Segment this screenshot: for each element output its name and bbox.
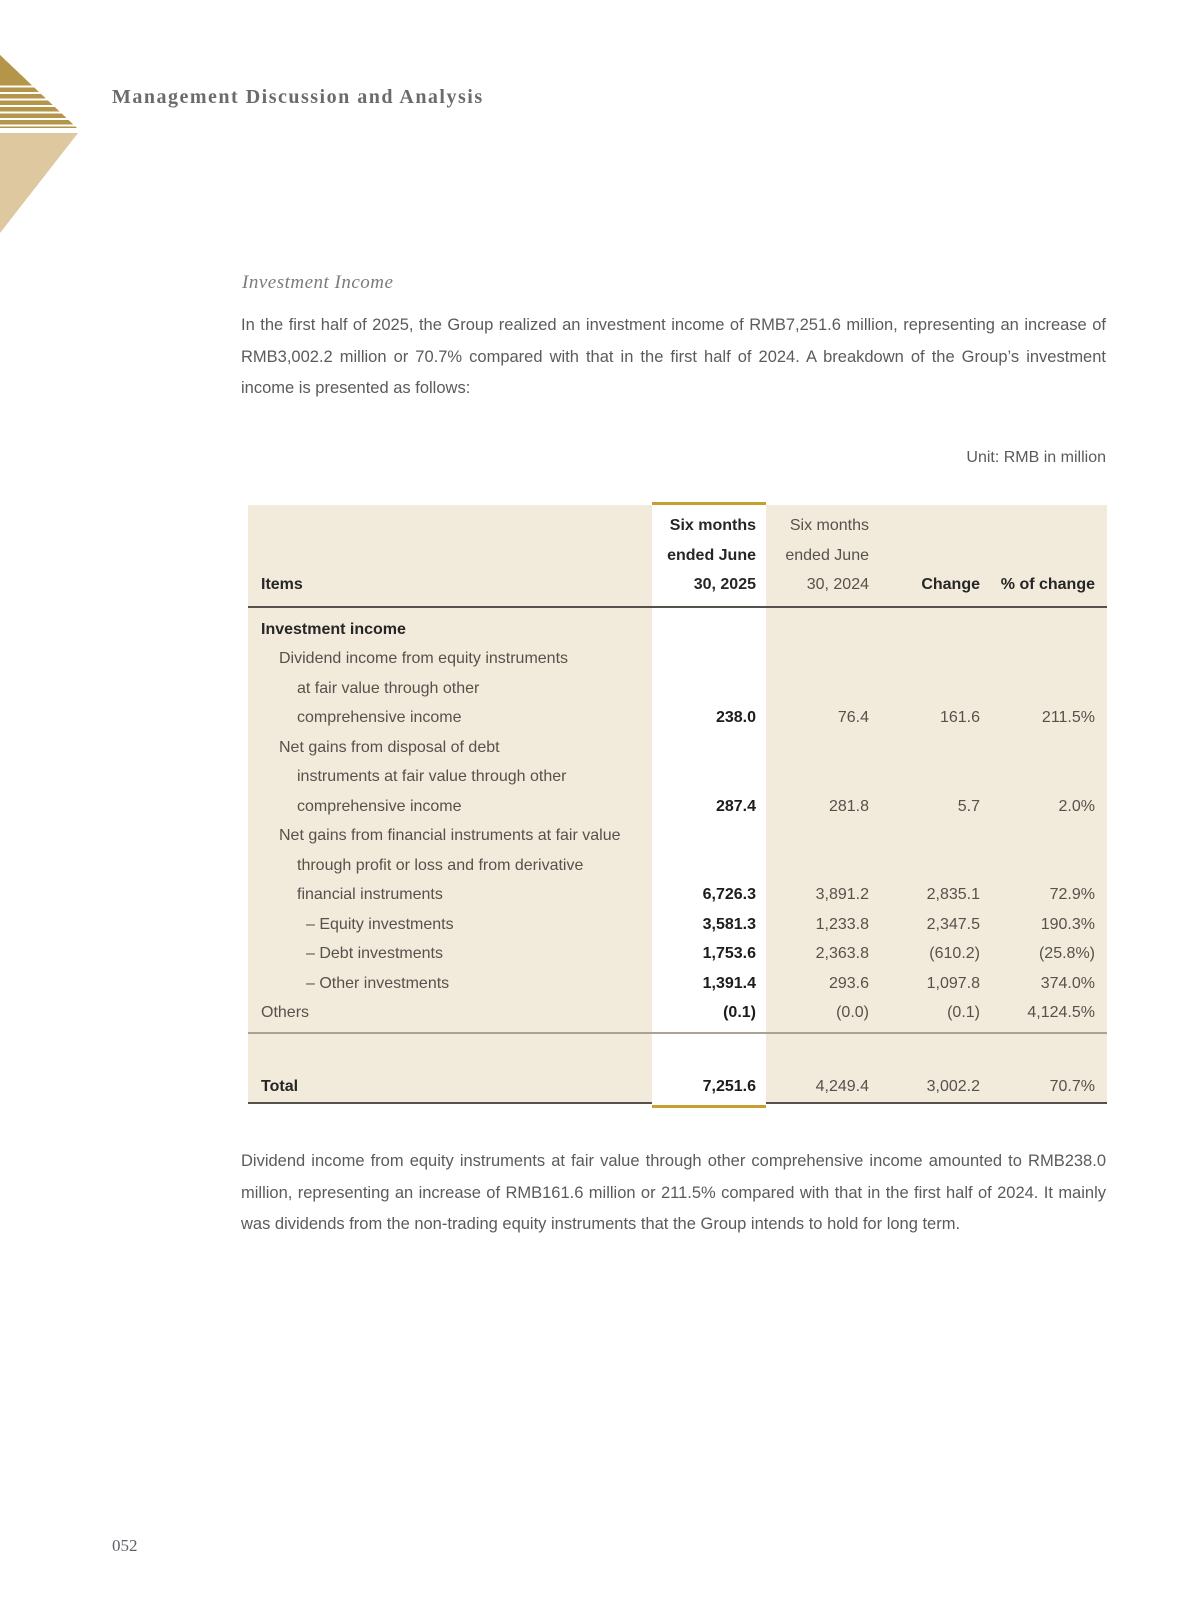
value-pct-of-change (990, 733, 1107, 763)
column-header-change: Change (921, 576, 980, 593)
value-pct-of-change: 72.9% (1049, 886, 1095, 903)
table-row (248, 762, 1107, 792)
value-2025: 287.4 (715, 797, 756, 815)
value-2025 (652, 644, 766, 674)
table-row (248, 703, 1107, 733)
table-row (248, 733, 1107, 763)
value-2024 (766, 674, 879, 704)
table-row (248, 674, 1107, 704)
intro-paragraph: In the first half of 2025, the Group realized an investment income of RMB7,251.6 million, representing an increase of RMB3,002.2 million or 70.7% compared with that in the first half of 2024. A breakdown of the Group’s investment income is presented as follows: (241, 316, 1106, 397)
value-2025: 1,753.6 (702, 945, 756, 962)
row-label: Net gains from disposal of debt (279, 738, 500, 756)
value-2025 (652, 615, 766, 645)
table-row (248, 851, 1107, 881)
value-pct-of-change: 2.0% (1058, 797, 1095, 815)
triangle-solid-icon (0, 133, 78, 233)
value-2024: 293.6 (828, 974, 869, 992)
triangle-striped-icon (0, 55, 77, 128)
value-2025: 1,391.4 (702, 974, 756, 992)
value-pct-of-change: (25.8%) (1038, 945, 1095, 962)
value-2025: 3,581.3 (702, 915, 756, 933)
row-label: instruments at fair value through other (297, 768, 567, 785)
value-2024 (766, 644, 879, 674)
value-pct-of-change: 211.5% (1041, 709, 1095, 726)
section-title: Investment Income (242, 272, 394, 293)
value-pct-of-change: 190.3% (1040, 915, 1095, 933)
table-row (248, 792, 1107, 822)
value-2025: (0.1) (723, 1004, 756, 1021)
column-header-2025: Six months ended June 30, 2025 (667, 517, 756, 593)
running-header-title: Management Discussion and Analysis (112, 86, 484, 108)
row-label: comprehensive income (297, 797, 462, 815)
corner-triangle-logo (0, 55, 80, 235)
value-pct-of-change (990, 851, 1107, 881)
column-header-2024: Six months ended June 30, 2024 (785, 517, 869, 593)
value-2024 (766, 762, 879, 792)
value-change (879, 674, 990, 704)
value-change: 1,097.8 (926, 974, 980, 992)
row-label: – Equity investments (306, 915, 454, 933)
value-2024 (766, 851, 879, 881)
value-pct-of-change (990, 644, 1107, 674)
unit-note: Unit: RMB in million (966, 449, 1106, 466)
value-2024: 1,233.8 (815, 915, 869, 933)
value-change: 2,347.5 (926, 915, 980, 933)
value-2024: 76.4 (837, 709, 869, 726)
total-label: Total (261, 1077, 299, 1095)
row-label: Net gains from financial instruments at fair value (279, 827, 621, 844)
row-label: – Debt investments (306, 945, 443, 962)
total-pct-value: 70.7% (1049, 1077, 1095, 1095)
row-label: – Other investments (306, 974, 450, 992)
value-2024: 2,363.8 (815, 945, 869, 962)
value-pct-of-change (990, 615, 1107, 645)
value-change: (610.2) (929, 945, 980, 962)
row-label: through profit or loss and from derivative (297, 856, 584, 874)
table-row (248, 615, 1107, 645)
page-number: 052 (112, 1536, 138, 1555)
table-row (248, 910, 1107, 940)
row-label: financial instruments (297, 886, 443, 903)
table-row (248, 644, 1107, 674)
column-header-pct-of-change: % of change (1000, 576, 1095, 593)
value-change: 2,835.1 (926, 886, 980, 903)
value-2024 (766, 733, 879, 763)
value-change (879, 615, 990, 645)
table-row (248, 998, 1107, 1028)
value-2024: 3,891.2 (815, 886, 869, 903)
row-label: at fair value through other (297, 679, 480, 697)
value-change (879, 821, 990, 851)
table-row (248, 821, 1107, 851)
value-2025 (652, 674, 766, 704)
total-change-value: 3,002.2 (926, 1077, 980, 1095)
value-change: 5.7 (957, 797, 980, 815)
value-2025 (652, 762, 766, 792)
value-2024 (766, 821, 879, 851)
table-body (248, 608, 1107, 1028)
value-pct-of-change: 4,124.5% (1027, 1004, 1095, 1021)
table-total-row (248, 1072, 1107, 1102)
value-change (879, 733, 990, 763)
value-pct-of-change (990, 762, 1107, 792)
value-2025 (652, 733, 766, 763)
row-label: Investment income (261, 620, 406, 638)
table-row (248, 939, 1107, 969)
total-2024-value: 4,249.4 (815, 1077, 869, 1095)
table-row (248, 880, 1107, 910)
investment-income-table (248, 505, 1107, 1104)
row-label: comprehensive income (297, 709, 462, 726)
table-header-row (248, 505, 1107, 608)
value-2025 (652, 851, 766, 881)
value-change (879, 851, 990, 881)
value-2025: 6,726.3 (702, 886, 756, 903)
value-2024: (0.0) (836, 1004, 869, 1021)
value-change (879, 762, 990, 792)
column-header-items: Items (261, 576, 303, 593)
value-change: 161.6 (939, 709, 980, 726)
value-pct-of-change: 374.0% (1040, 974, 1095, 992)
value-2024: 281.8 (828, 797, 869, 815)
total-2025-value: 7,251.6 (702, 1077, 756, 1095)
value-2025: 238.0 (715, 709, 756, 726)
row-label: Dividend income from equity instruments (279, 650, 569, 667)
value-2024 (766, 615, 879, 645)
value-pct-of-change (990, 821, 1107, 851)
value-2025 (652, 821, 766, 851)
table-row (248, 969, 1107, 999)
value-pct-of-change (990, 674, 1107, 704)
table-separator-rule (248, 1032, 1107, 1034)
row-label: Others (261, 1004, 310, 1021)
closing-paragraph: Dividend income from equity instruments at fair value through other comprehensive income amounted to RMB238.0 million, representing an increase of RMB161.6 million or 211.5% compared with that in the first half of 2024. It mainly was dividends from the non-trading equity instruments that the Group intends to hold for long term. (241, 1152, 1106, 1233)
value-change (879, 644, 990, 674)
value-change: (0.1) (947, 1004, 980, 1021)
